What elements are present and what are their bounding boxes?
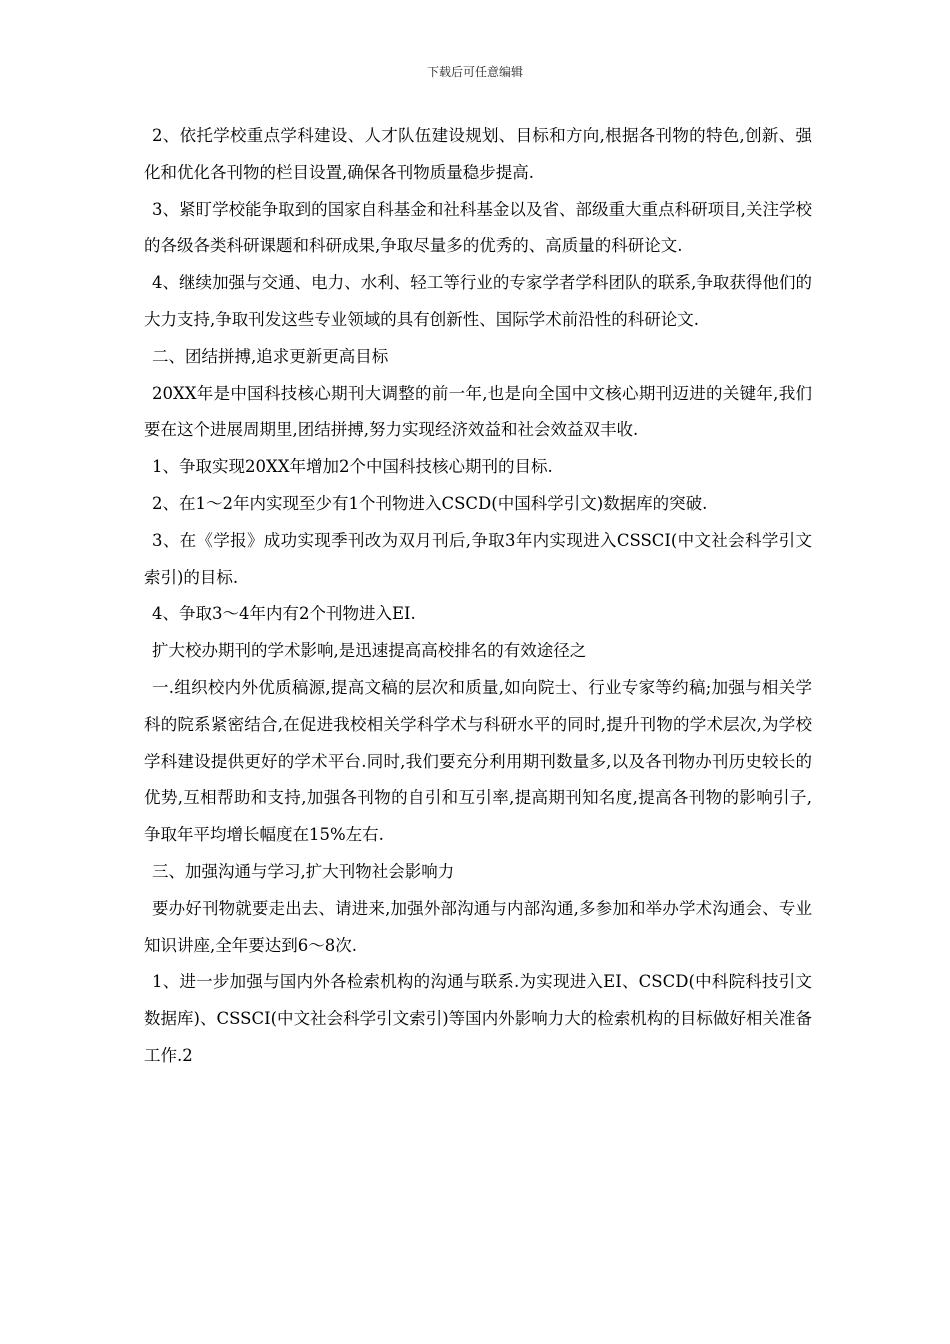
paragraph: 1、争取实现20XX年增加2个中国科技核心期刊的目标. (152, 457, 553, 477)
paragraph: 一.组织校内外优质稿源,提高文稿的层次和质量,如向院士、行业专家等约稿;加强与相关学科的院系紧密结合,在促进我校相关学科学术与科研水平的同时,提升刊物的学术层次,为学校学科建设提供更好的学术平台.同时,我们要充分利用期刊数量多,以及各刊物办刊历史较长的优势,互相帮助和支持,加强各刊物的自引和互引率,提高期刊知名度,提高各刊物的影响引子,争取年平均增长幅度在15%左右. (144, 677, 812, 845)
section-heading: 二、团结拼搏,追求更新更高目标 (152, 346, 389, 366)
paragraph: 2、依托学校重点学科建设、人才队伍建设规划、目标和方向,根据各刊物的特色,创新、强化和优化各刊物的栏目设置,确保各刊物质量稳步提高. (144, 126, 812, 182)
paragraph: 2、在1～2年内实现至少有1个刊物进入CSCD(中国科学引文)数据库的突破. (152, 493, 708, 513)
paragraph: 扩大校办期刊的学术影响,是迅速提高高校排名的有效途径之 (152, 641, 587, 661)
paragraph: 1、进一步加强与国内外各检索机构的沟通与联系.为实现进入EI、CSCD(中科院科技引文数据库)、CSSCI(中文社会科学引文索引)等国内外影响力大的检索机构的目标做好相关准备工作.2 (144, 972, 812, 1065)
paragraph: 3、紧盯学校能争取到的国家自科基金和社科基金以及省、部级重大重点科研项目,关注学校的各级各类科研课题和科研成果,争取尽量多的优秀的、高质量的科研论文. (144, 199, 812, 256)
paragraph: 要办好刊物就要走出去、请进来,加强外部沟通与内部沟通,多参加和举办学术沟通会、专业知识讲座,全年要达到6～8次. (144, 898, 812, 955)
paragraph: 20XX年是中国科技核心期刊大调整的前一年,也是向全国中文核心期刊迈进的关键年,我们要在这个进展周期里,团结拼搏,努力实现经济效益和社会效益双丰收. (144, 383, 812, 440)
document-body (144, 118, 812, 1075)
section-heading: 三、加强沟通与学习,扩大刊物社会影响力 (152, 861, 455, 881)
paragraph: 4、继续加强与交通、电力、水利、轻工等行业的专家学者学科团队的联系,争取获得他们的大力支持,争取刊发这些专业领域的具有创新性、国际学术前沿性的科研论文. (144, 273, 812, 329)
paragraph: 4、争取3～4年内有2个刊物进入EI. (152, 604, 416, 624)
paragraph: 3、在《学报》成功实现季刊改为双月刊后,争取3年内实现进入CSSCI(中文社会科学引文索引)的目标. (144, 530, 812, 587)
page-header-note: 下载后可任意编辑 (426, 65, 523, 79)
